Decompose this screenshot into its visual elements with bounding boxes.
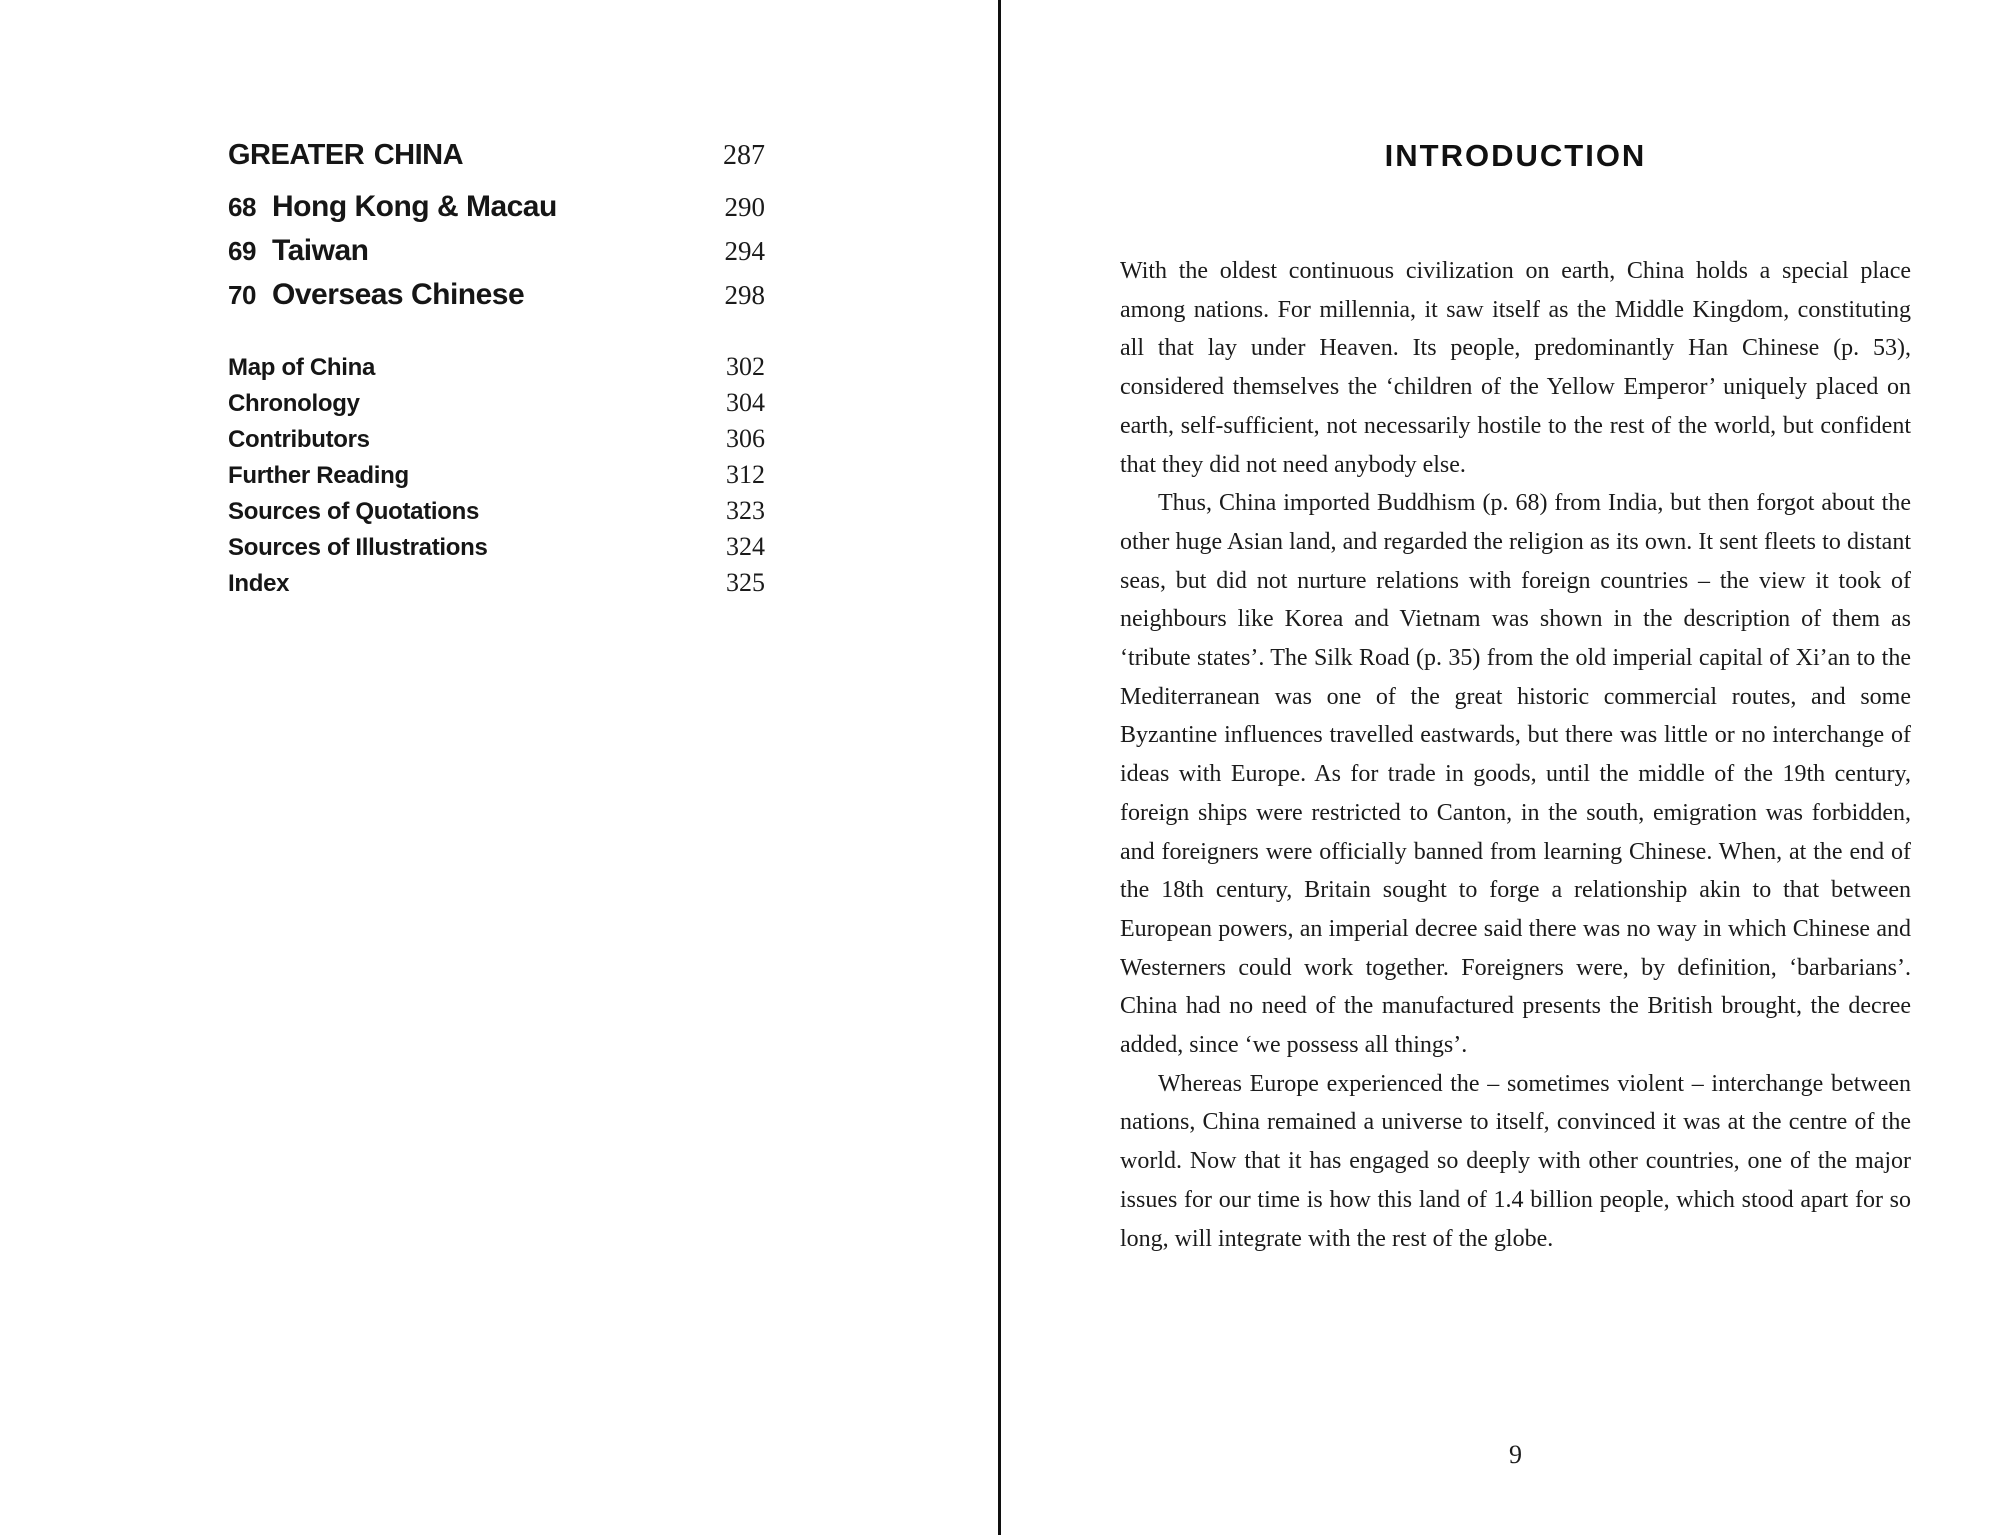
- chapter-heading: INTRODUCTION: [1384, 138, 1647, 173]
- toc-chapter-number: 68: [228, 192, 256, 222]
- toc-backmatter-title: Map of China: [228, 354, 376, 381]
- toc-chapter-title: Overseas Chinese: [272, 278, 525, 311]
- toc-backmatter-title: Contributors: [228, 426, 370, 453]
- toc-chapter-number: 69: [228, 236, 256, 266]
- toc-chapter-title: Taiwan: [272, 234, 369, 267]
- toc-backmatter-title: Sources of Quotations: [228, 498, 480, 525]
- toc-backmatter-row: [228, 352, 765, 388]
- toc-backmatter-row: [228, 568, 765, 604]
- toc-section-row: [228, 136, 765, 174]
- toc-backmatter-row: [228, 388, 765, 424]
- toc-backmatter-page: 325: [726, 568, 765, 597]
- toc-backmatter-row: [228, 424, 765, 460]
- left-page: [0, 0, 999, 1535]
- toc-backmatter-page: 323: [726, 496, 765, 525]
- toc-backmatter-page: 304: [726, 388, 765, 417]
- toc-chapter-list: [228, 190, 765, 322]
- toc-backmatter-title: Chronology: [228, 390, 360, 417]
- toc-backmatter-title: Index: [228, 570, 290, 597]
- toc-backmatter-row: [228, 460, 765, 496]
- toc-backmatter-page: 324: [726, 532, 765, 561]
- toc-chapter-entry: [228, 278, 524, 312]
- body-paragraph: Whereas Europe experienced the – sometimes violent – interchange between nations, China remained a universe to itself, convinced it was at the centre of the world. Now that it has engaged so deeply with other countries, one of the major issues for our time is how this land of 1.4 billion people, which stood apart for so long, will integrate with the rest of the globe.: [1120, 1070, 1911, 1252]
- toc-chapter-row: [228, 234, 765, 278]
- toc-chapter-page: 298: [724, 280, 765, 310]
- toc-backmatter-title: Further Reading: [228, 462, 409, 489]
- toc-backmatter-row: [228, 532, 765, 568]
- toc-backmatter-page: 302: [726, 352, 765, 381]
- toc-chapter-title: Hong Kong & Macau: [272, 190, 557, 223]
- toc-chapter-entry: [228, 190, 557, 224]
- toc-section-page: 287: [723, 140, 765, 171]
- toc-backmatter-page: 306: [726, 424, 765, 453]
- toc-backmatter-page: 312: [726, 460, 765, 489]
- toc-chapter-row: [228, 278, 765, 322]
- page-number: 9: [1509, 1440, 1522, 1469]
- body-text-column: [1120, 252, 1911, 1258]
- toc-chapter-row: [228, 190, 765, 234]
- body-paragraph: With the oldest continuous civilization on earth, China holds a special place among nations. For millennia, it saw itself as the Middle Kingdom, constituting all that lay under Heaven. Its people, predominantly Han Chinese (p. 53), considered themselves the ‘children of the Yellow Emperor’ uniquely placed on earth, self-sufficient, not necessarily hostile to the rest of the world, but confident that they did not need anybody else.: [1120, 258, 1911, 478]
- toc-chapter-page: 290: [724, 192, 765, 222]
- body-paragraph: Thus, China imported Buddhism (p. 68) from India, but then forgot about the other huge Asian land, and regarded the religion as its own. It sent fleets to distant seas, but did not nurture relations with foreign countries – the view it took of neighbours like Korea and Vietnam was shown in the description of them as ‘tribute states’. The Silk Road (p. 35) from the old imperial capital of Xi’an to the Mediterranean was one of the great historic commercial routes, and some Byzantine influences travelled eastwards, but there was little or no interchange of ideas with Europe. As for trade in goods, until the middle of the 19th century, foreign ships were restricted to Canton, in the south, emigration was forbidden, and foreigners were officially banned from learning Chinese. When, at the end of the 18th century, Britain sought to forge a relationship akin to that between European powers, an imperial decree said there was no way in which Chinese and Westerners could work together. Foreigners were, by definition, ‘barbarians’. China had no need of the manufactured presents the British brought, the decree added, since ‘we possess all things’.: [1120, 490, 1911, 1059]
- toc-backmatter-list: [228, 352, 765, 604]
- toc-chapter-number: 70: [228, 280, 256, 310]
- toc-chapter-entry: [228, 234, 368, 268]
- right-page: [1001, 0, 2000, 1535]
- toc-backmatter-row: [228, 496, 765, 532]
- toc-backmatter-title: Sources of Illustrations: [228, 534, 488, 561]
- toc-chapter-page: 294: [724, 236, 765, 266]
- toc-section-title: GREATER CHINA: [228, 139, 464, 171]
